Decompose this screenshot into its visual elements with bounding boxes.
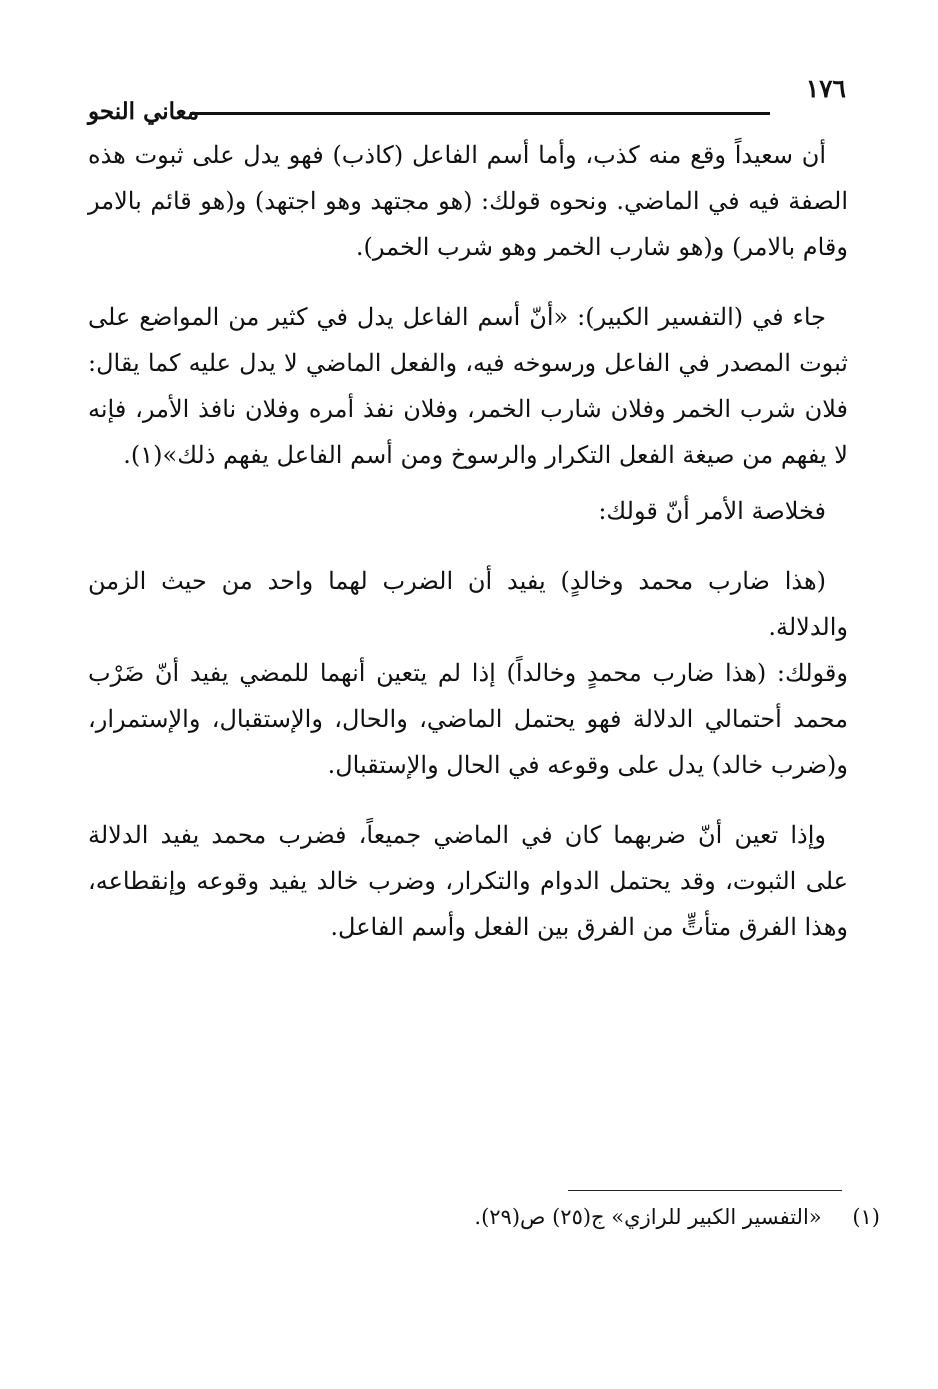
page-number: ١٧٦ <box>805 74 846 103</box>
page-header <box>88 72 848 132</box>
footnote <box>474 1205 880 1229</box>
footnote-number: (١) <box>852 1205 880 1229</box>
paragraph: (هذا ضارب محمد وخالدٍ) يفيد أن الضرب لهما واحد من حيث الزمن والدلالة. <box>88 567 848 641</box>
running-title: معاني النحو <box>88 98 200 125</box>
paragraph: فخلاصة الأمر أنّ قولك: <box>598 497 826 525</box>
footnote-rule <box>568 1190 842 1191</box>
header-rule <box>190 112 770 115</box>
body-text <box>88 132 848 950</box>
footnote-text: «التفسير الكبير للرازي» ج(٢٥) ص(٢٩). <box>474 1205 822 1229</box>
paragraph: وإذا تعين أنّ ضربهما كان في الماضي جميعاً، فضرب محمد يفيد الدلالة على الثبوت، وقد يحتمل الدوام والتكرار، وضرب خالد يفيد وقوعه وإنقطاعه، وهذا الفرق متأتٍّ من الفرق بين الفعل وأسم الفاعل. <box>88 821 848 941</box>
paragraph: جاء في (التفسير الكبير): «أنّ أسم الفاعل يدل في كثير من المواضع على ثبوت المصدر في الفاعل ورسوخه فيه، والفعل الماضي لا يدل عليه كما يقال: فلان شرب الخمر وفلان شارب الخمر، وفلان نفذ أمره وفلان نافذ الأمر، فإنه لا يفهم من صيغة الفعل التكرار والرسوخ ومن أسم الفاعل يفهم ذلك»(١). <box>88 303 848 469</box>
paragraph: أن سعيداً وقع منه كذب، وأما أسم الفاعل (كاذب) فهو يدل على ثبوت هذه الصفة فيه في الماضي. ونحوه قولك: (هو مجتهد وهو اجتهد) و(هو قائم بالامر وقام بالامر) و(هو شارب الخمر وهو شرب الخمر). <box>88 141 848 261</box>
paragraph: وقولك: (هذا ضارب محمدٍ وخالداً) إذا لم يتعين أنهما للمضي يفيد أنّ ضَرْب محمد أحتمالي الدلالة فهو يحتمل الماضي، والحال، والإستقبال، والإستمرار، و(ضرب خالد) يدل على وقوعه في الحال والإستقبال. <box>88 659 848 779</box>
